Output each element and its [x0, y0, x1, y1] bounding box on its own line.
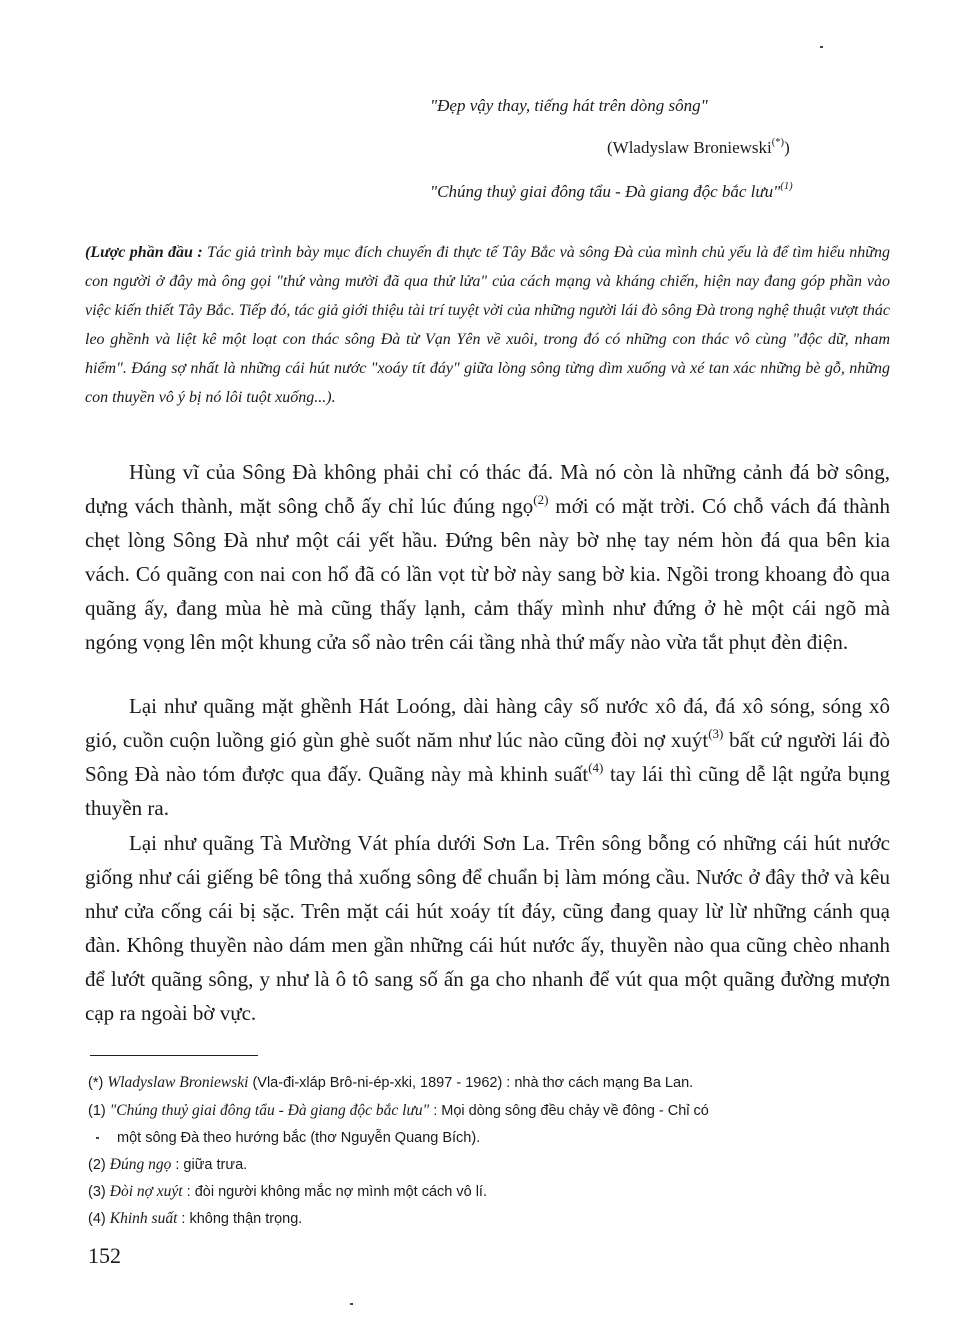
paragraph-1-text-b: mới có mặt trời. Có chỗ vách đá thành chẹt lòng Sông Đà như một cái yết hầu. Đứng bên này bờ nhẹ tay ném hòn đá qua bên kia vách. Có quãng con nai con hổ đã có lần vọt từ bờ này sang bờ kia. Ngồi trong khoang đò qua quãng ấy, đang mùa hè mà cũng thấy lạnh, cảm thấy mình như đứng ở hè một cái ngõ mà ngóng vọng lên một khung cửa sổ nào trên cái tầng nhà thứ mấy nào vừa tắt phụt đèn điện. — [85, 494, 891, 654]
footnote-text: (Vla-đi-xláp Brô-ni-ép-xki, 1897 - 1962) : nhà thơ cách mạng Ba Lan. — [248, 1075, 694, 1091]
body-paragraph-2 — [85, 689, 890, 825]
footnote-2 — [88, 1154, 893, 1176]
footnote-ref-2: (2) — [533, 491, 549, 507]
footnote-term: "Chúng thuỷ giai đông tẩu - Đà giang độc bắc lưu" — [109, 1102, 430, 1119]
footnote-ref-3: (3) — [708, 725, 724, 741]
epigraph-line-1: "Đẹp vậy thay, tiếng hát trên dòng sông" — [430, 96, 708, 115]
footnote-1-continuation — [117, 1127, 922, 1149]
epigraph-quote-2 — [430, 182, 793, 202]
footnote-mark: (4) — [88, 1211, 106, 1227]
epigraph-author-close: ) — [784, 138, 790, 157]
paragraph-2-text-a: Lại như quãng mặt ghềnh Hát Loóng, dài hàng cây số nước xô đá, đá xô sóng, sóng xô gió, cuồn cuộn luồng gió gùn ghè suốt năm như lúc nào cũng đòi nợ xuýt — [85, 694, 890, 752]
paragraph-3-text: Lại như quãng Tà Mường Vát phía dưới Sơn La. Trên sông bỗng có những cái hút nước giống như cái giếng bê tông thả xuống sông để chuẩn bị làm móng cầu. Nước ở đây thở và kêu như cửa cống cái bị sặc. Trên mặt cái hút xoáy tít đáy, cũng đang quay lừ lừ những cánh quạ đàn. Không thuyền nào dám men gần những cái hút nước ấy, thuyền nào qua cũng chèo nhanh để lướt quãng sông, y như là ô tô sang số ấn ga cho nhanh để vút qua một quãng đường mượn cạp ra ngoài bờ vực. — [85, 831, 890, 1025]
summary-lead: (Lược phần đầu : — [85, 244, 203, 261]
footnote-term: Đúng ngọ — [109, 1156, 172, 1173]
page-number: 152 — [88, 1243, 121, 1268]
paragraph-1-text-a: Hùng vĩ của Sông Đà không phải chỉ có thác đá. Mà nó còn là những cảnh đá bờ sông, dựng vách thành, mặt sông chỗ ấy chỉ lúc đúng ngọ — [85, 460, 890, 518]
epigraph-author-name: (Wladyslaw Broniewski — [607, 138, 772, 157]
footnote-1 — [88, 1100, 893, 1122]
scan-speck — [96, 1137, 99, 1139]
epigraph-author — [607, 138, 790, 158]
footnote-separator — [90, 1055, 258, 1056]
footnote-4 — [88, 1208, 893, 1230]
footnote-term: Đòi nợ xuýt — [109, 1183, 183, 1200]
footnote-3 — [88, 1181, 893, 1203]
footnote-text: một sông Đà theo hướng bắc (thơ Nguyễn Quang Bích). — [117, 1130, 481, 1146]
paragraph-2-text-b: bất cứ người lái đò Sông Đà nào tóm được qua đấy. Quãng này mà khinh suất — [85, 728, 890, 786]
summary-text: Tác giả trình bày mục đích chuyến đi thực tế Tây Bắc và sông Đà của mình chủ yếu là để tìm hiểu những con người ở đây mà ông gọi "thứ vàng mười đã qua thử lửa" của cách mạng và kháng chiến, hiện nay đang góp phần vào việc kiến thiết Tây Bắc. Tiếp đó, tác giả giới thiệu tài trí tuyệt vời của những người lái đò sông Đà trong nghệ thuật vượt thác leo ghềnh và liệt kê một loạt con thác sông Đà từ Vạn Yên về xuôi, trong đó có những con thác vô cùng "độc dữ, nham hiểm". Đáng sợ nhất là những cái hút nước "xoáy tít đáy" giữa lòng sông từng dìm xuống và xé tan xác những bè gỗ, những con thuyền vô ý bị nó lôi tuột xuống...). — [85, 244, 890, 406]
footnote-text: : đòi người không mắc nợ mình một cách vô lí. — [182, 1184, 487, 1200]
epigraph-author-mark: (*) — [771, 137, 785, 149]
footnote-term: Khinh suất — [109, 1210, 178, 1227]
footnote-mark: (2) — [88, 1157, 106, 1173]
footnote-mark: (3) — [88, 1184, 106, 1200]
footnote-text: : Mọi dòng sông đều chảy về đông - Chỉ có — [429, 1103, 709, 1119]
footnote-mark: (1) — [88, 1103, 106, 1119]
scan-speck — [350, 1303, 353, 1305]
footnote-mark: (*) — [88, 1075, 104, 1091]
footnote-ref-4: (4) — [588, 759, 604, 775]
paragraph-2-text-c: tay lái thì cũng dễ lật ngửa bụng thuyền ra. — [85, 762, 890, 820]
epigraph-quote-1 — [430, 96, 708, 116]
omitted-part-summary — [85, 238, 890, 412]
footnote-text: : giữa trưa. — [171, 1157, 248, 1173]
footnote-text: : không thận trọng. — [177, 1211, 303, 1227]
body-paragraph-1 — [85, 455, 890, 659]
epigraph-line-2-mark: (1) — [780, 181, 793, 193]
footnote-author — [88, 1072, 893, 1094]
epigraph-line-2: "Chúng thuỷ giai đông tẩu - Đà giang độc bắc lưu" — [430, 182, 781, 201]
scan-speck — [820, 46, 823, 48]
footnote-term: Wladyslaw Broniewski — [107, 1074, 249, 1091]
body-paragraph-3 — [85, 826, 890, 1030]
